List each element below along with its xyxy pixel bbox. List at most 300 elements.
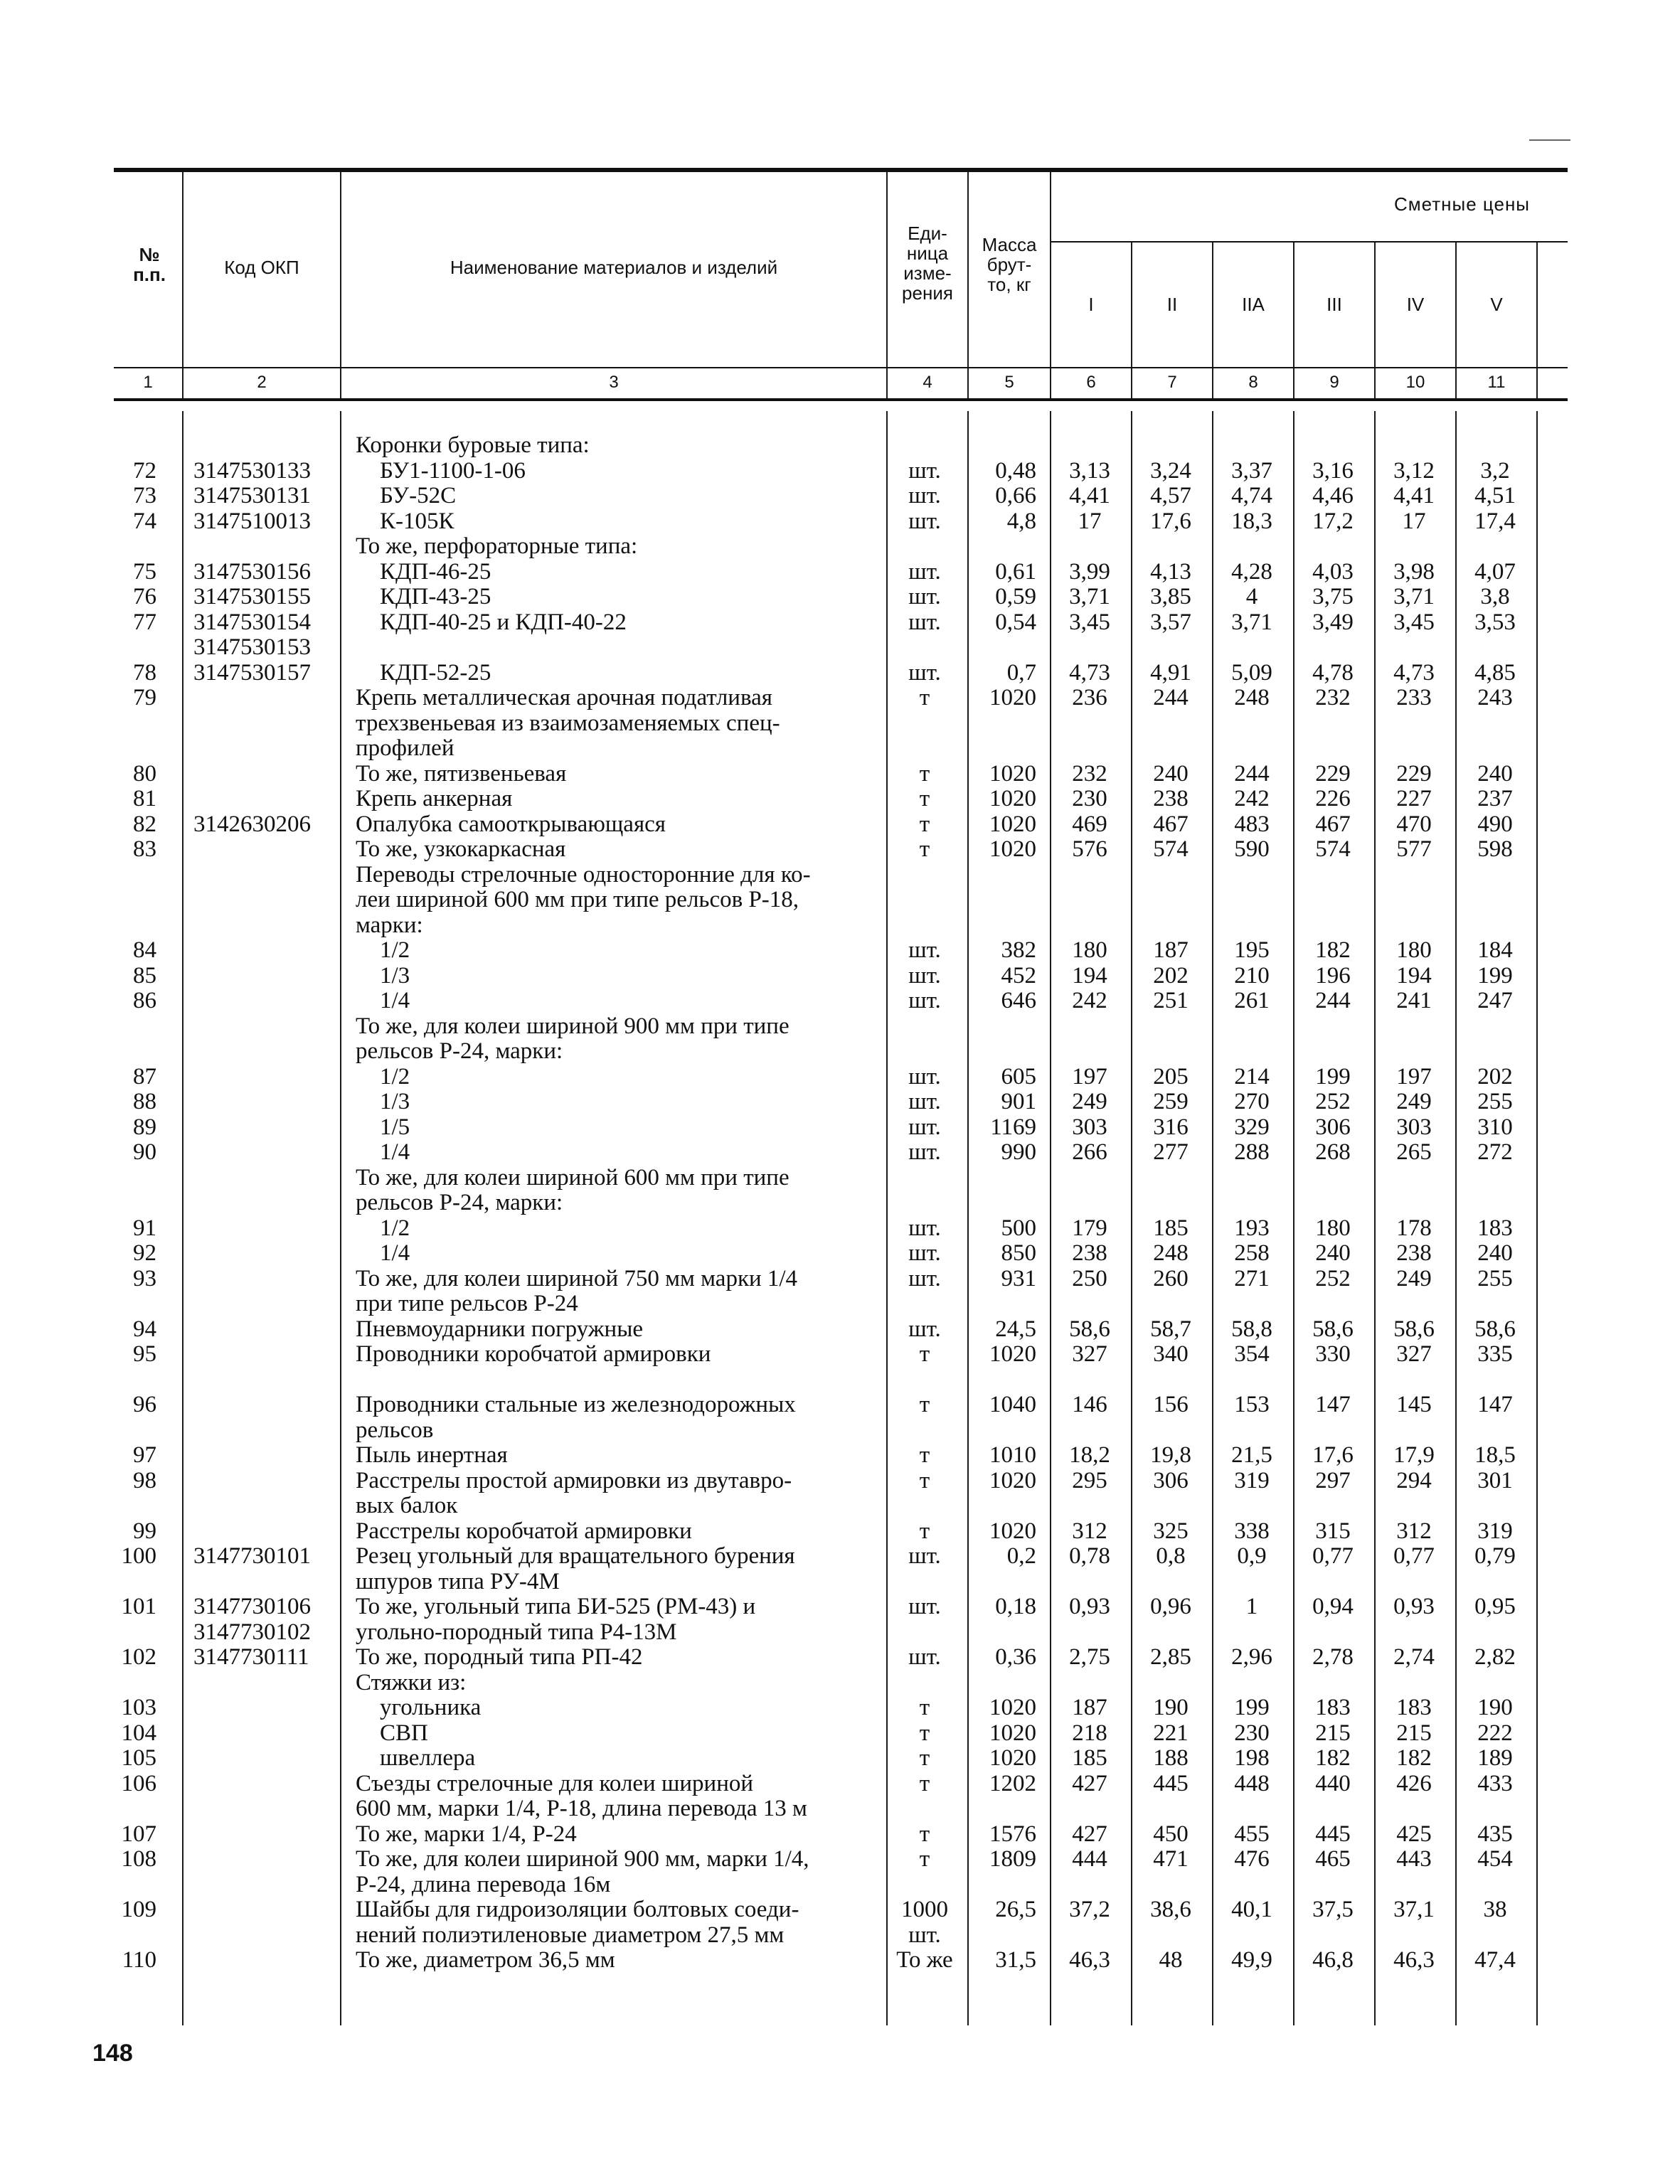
price-zone-1: 4,73 — [1069, 659, 1110, 686]
price-zone-2: 17,6 — [1150, 508, 1191, 534]
gross-mass: 1040 — [989, 1392, 1036, 1417]
item-name: Проводники коробчатой армировки — [356, 1341, 711, 1367]
item-name: рельсов — [356, 1417, 434, 1443]
row-number: 104 — [121, 1720, 156, 1746]
table-row — [0, 533, 1680, 559]
item-name: 1/3 — [380, 1089, 410, 1114]
price-zone-6: 255 — [1477, 1089, 1513, 1114]
price-zone-4: 0,94 — [1312, 1594, 1354, 1619]
price-zone-1: 17 — [1078, 508, 1102, 534]
item-name: КДП-46-25 — [380, 558, 491, 585]
price-zone-3: 58,8 — [1231, 1316, 1272, 1342]
row-number: 95 — [133, 1341, 156, 1367]
row-number: 73 — [133, 483, 156, 508]
price-zone-5: 2,74 — [1393, 1644, 1435, 1670]
price-zone-4: 306 — [1315, 1114, 1351, 1140]
header-number-rule — [114, 367, 1568, 368]
price-zone-1: 58,6 — [1069, 1316, 1110, 1342]
price-zone-2: 3,57 — [1150, 609, 1191, 635]
price-zone-2: 240 — [1153, 760, 1189, 787]
price-zone-5: 238 — [1396, 1240, 1432, 1266]
col-number: 2 — [257, 373, 267, 392]
price-zone-4: 229 — [1315, 760, 1351, 787]
price-zone-3: 18,3 — [1231, 508, 1272, 534]
item-name: То же, марки 1/4, Р-24 — [356, 1821, 577, 1847]
table-row — [0, 1392, 1680, 1417]
price-zone-2: 187 — [1153, 937, 1189, 963]
col-header-price-4: III — [1327, 294, 1342, 315]
okp-code: 3147730101 — [193, 1543, 311, 1569]
price-zone-2: 251 — [1153, 988, 1189, 1013]
table-row — [0, 1291, 1680, 1316]
price-zone-3: 195 — [1234, 937, 1270, 963]
item-name: КДП-52-25 — [380, 659, 491, 686]
unit-of-measure: шт. — [908, 1215, 941, 1241]
price-zone-4: 252 — [1315, 1089, 1351, 1114]
table-row — [0, 508, 1680, 534]
table-row — [0, 584, 1680, 609]
row-number: 99 — [133, 1518, 156, 1544]
col-number: 9 — [1329, 373, 1339, 392]
price-zone-2: 238 — [1153, 786, 1189, 811]
table-row — [0, 1720, 1680, 1746]
col-header-price-1: I — [1088, 294, 1094, 315]
price-zone-5: 58,6 — [1393, 1316, 1435, 1342]
price-zone-4: 180 — [1315, 1215, 1351, 1241]
price-zone-4: 232 — [1315, 685, 1351, 710]
price-zone-4: 3,16 — [1312, 457, 1354, 484]
unit-of-measure: т — [919, 1846, 930, 1872]
table-row — [0, 1013, 1680, 1039]
price-zone-1: 197 — [1072, 1063, 1107, 1090]
gross-mass: 0,7 — [1006, 659, 1036, 686]
price-zone-1: 576 — [1072, 836, 1107, 862]
gross-mass: 1020 — [989, 811, 1036, 837]
table-row — [0, 937, 1680, 963]
price-zone-1: 218 — [1072, 1720, 1107, 1746]
price-zone-2: 48 — [1159, 1947, 1183, 1973]
item-name: 600 мм, марки 1/4, Р-18, длина перевода 13 м — [356, 1796, 807, 1821]
price-zone-2: 325 — [1153, 1518, 1189, 1544]
gross-mass: 1020 — [989, 685, 1036, 710]
gross-mass: 24,5 — [995, 1316, 1036, 1342]
item-name: То же, пятизвеньевая — [356, 760, 567, 787]
price-zone-3: 198 — [1234, 1745, 1270, 1771]
unit-of-measure: т — [919, 1442, 930, 1468]
price-zone-2: 190 — [1153, 1695, 1189, 1720]
prices-rule — [1051, 241, 1568, 243]
price-zone-6: 147 — [1477, 1392, 1513, 1417]
col-header-name: Наименование материалов и изделий — [450, 257, 778, 278]
unit-of-measure: 1000 — [901, 1897, 948, 1922]
price-zone-6: 199 — [1477, 962, 1513, 989]
price-zone-6: 335 — [1477, 1341, 1513, 1367]
table-row — [0, 1745, 1680, 1771]
item-name: Проводники стальные из железнодорожных — [356, 1392, 796, 1417]
price-zone-3: 448 — [1234, 1770, 1270, 1796]
price-zone-5: 0,77 — [1393, 1543, 1435, 1569]
item-name: 1/4 — [380, 1139, 410, 1165]
price-zone-6: 240 — [1477, 760, 1513, 787]
item-name: Резец угольный для вращательного бурения — [356, 1543, 795, 1569]
table-row — [0, 1114, 1680, 1140]
col-number: 8 — [1248, 373, 1258, 392]
gross-mass: 0,18 — [995, 1594, 1036, 1619]
table-row — [0, 1240, 1680, 1266]
price-zone-1: 242 — [1072, 988, 1107, 1013]
price-zone-4: 4,46 — [1312, 483, 1354, 508]
price-zone-2: 4,13 — [1150, 558, 1191, 585]
price-zone-5: 182 — [1396, 1745, 1432, 1771]
row-number: 94 — [133, 1316, 156, 1342]
price-zone-2: 19,8 — [1150, 1442, 1191, 1468]
unit-of-measure: т — [919, 1341, 930, 1367]
unit-of-measure: То же — [896, 1947, 953, 1973]
price-zone-2: 248 — [1153, 1240, 1189, 1266]
price-zone-3: 476 — [1234, 1846, 1270, 1872]
price-zone-4: 0,77 — [1312, 1543, 1354, 1569]
row-number: 83 — [133, 836, 156, 862]
table-row — [0, 811, 1680, 837]
okp-code: 3147730106 — [193, 1594, 311, 1619]
table-row — [0, 609, 1680, 635]
item-name: То же, для колеи шириной 900 мм при типе — [356, 1013, 790, 1039]
row-number: 75 — [133, 558, 156, 585]
table-row — [0, 1796, 1680, 1821]
unit-of-measure: шт. — [908, 1089, 941, 1114]
table-row — [0, 963, 1680, 989]
price-zone-3: 4,28 — [1231, 558, 1272, 585]
price-zone-4: 4,03 — [1312, 558, 1354, 585]
table-row — [0, 1089, 1680, 1114]
row-number: 77 — [133, 609, 156, 635]
price-zone-4: 215 — [1315, 1720, 1351, 1746]
price-zone-5: 229 — [1396, 760, 1432, 787]
price-zone-5: 17 — [1402, 508, 1426, 534]
price-zone-2: 38,6 — [1150, 1897, 1191, 1922]
item-name: рельсов Р-24, марки: — [356, 1190, 563, 1215]
price-zone-5: 327 — [1396, 1341, 1432, 1367]
row-number: 88 — [133, 1089, 156, 1114]
item-name: Крепь анкерная — [356, 786, 513, 811]
price-zone-3: 258 — [1234, 1240, 1270, 1266]
price-zone-1: 266 — [1072, 1139, 1107, 1165]
table-row — [0, 1771, 1680, 1796]
col-number: 10 — [1405, 373, 1425, 392]
col-number: 6 — [1086, 373, 1096, 392]
unit-of-measure: т — [919, 811, 930, 837]
row-number: 93 — [133, 1265, 156, 1291]
price-zone-6: 4,07 — [1474, 558, 1516, 585]
okp-code: 3147530133 — [193, 457, 311, 484]
item-name: Съезды стрелочные для колеи шириной — [356, 1770, 754, 1796]
col-number: 4 — [923, 373, 932, 392]
row-number: 74 — [133, 508, 156, 534]
item-name: Стяжки из: — [356, 1669, 467, 1695]
price-zone-2: 445 — [1153, 1770, 1189, 1796]
item-name: Расстрелы простой армировки из двутавро- — [356, 1467, 792, 1493]
price-zone-4: 252 — [1315, 1265, 1351, 1291]
gross-mass: 0,48 — [995, 457, 1036, 484]
price-zone-5: 3,98 — [1393, 558, 1435, 585]
okp-code: 3147530154 — [193, 609, 311, 635]
price-zone-4: 46,8 — [1312, 1947, 1354, 1973]
price-zone-6: 189 — [1477, 1745, 1513, 1771]
price-zone-6: 240 — [1477, 1240, 1513, 1266]
table-row — [0, 1569, 1680, 1594]
price-zone-6: 184 — [1477, 937, 1513, 963]
item-name: То же, узкокаркасная — [356, 836, 566, 862]
table-row — [0, 735, 1680, 761]
price-zone-6: 0,79 — [1474, 1543, 1516, 1569]
gross-mass: 850 — [1001, 1240, 1036, 1266]
row-number: 89 — [133, 1114, 156, 1140]
item-name: вых балок — [356, 1493, 458, 1518]
col-header-price-3: IIА — [1242, 294, 1265, 315]
price-zone-3: 230 — [1234, 1720, 1270, 1746]
price-zone-5: 4,73 — [1393, 659, 1435, 686]
table-row — [0, 432, 1680, 458]
price-zone-1: 232 — [1072, 760, 1107, 787]
price-zone-1: 295 — [1072, 1467, 1107, 1493]
item-name: шпуров типа РУ-4М — [356, 1568, 560, 1594]
row-number: 84 — [133, 937, 156, 963]
price-zone-6: 58,6 — [1474, 1316, 1516, 1342]
row-number: 80 — [133, 760, 156, 787]
table-top-rule — [114, 168, 1568, 172]
header-divider — [1536, 242, 1538, 401]
page-number: 148 — [92, 2040, 133, 2067]
price-zone-2: 467 — [1153, 811, 1189, 837]
price-zone-3: 329 — [1234, 1114, 1270, 1140]
unit-of-measure: шт. — [908, 962, 941, 989]
price-zone-4: 315 — [1315, 1518, 1351, 1544]
col-header-num: № п.п. — [133, 244, 166, 285]
price-zone-4: 268 — [1315, 1139, 1351, 1165]
col-number: 7 — [1167, 373, 1177, 392]
table-row — [0, 1139, 1680, 1165]
price-zone-5: 0,93 — [1393, 1594, 1435, 1619]
gross-mass: 1010 — [989, 1442, 1036, 1468]
price-zone-5: 470 — [1396, 811, 1432, 837]
price-zone-6: 3,8 — [1480, 584, 1510, 609]
price-zone-6: 255 — [1477, 1265, 1513, 1291]
price-zone-5: 249 — [1396, 1089, 1432, 1114]
price-zone-4: 37,5 — [1312, 1897, 1354, 1922]
row-number: 98 — [133, 1467, 156, 1493]
gross-mass: 0,36 — [995, 1644, 1036, 1670]
row-number: 86 — [133, 988, 156, 1013]
item-name: леи шириной 600 мм при типе рельсов Р-18, — [356, 887, 799, 912]
price-zone-1: 469 — [1072, 811, 1107, 837]
price-zone-3: 2,96 — [1231, 1644, 1272, 1670]
price-zone-6: 17,4 — [1474, 508, 1516, 534]
okp-code: 3147510013 — [193, 508, 311, 534]
row-number: 105 — [121, 1745, 156, 1771]
price-zone-1: 238 — [1072, 1240, 1107, 1266]
price-zone-3: 455 — [1234, 1821, 1270, 1847]
table-row — [0, 483, 1680, 508]
price-zone-1: 444 — [1072, 1846, 1107, 1872]
table-row — [0, 1038, 1680, 1064]
unit-of-measure: т — [919, 1745, 930, 1771]
item-name: 1/4 — [380, 988, 410, 1013]
price-zone-3: 288 — [1234, 1139, 1270, 1165]
item-name: трехзвеньевая из взаимозаменяемых спец- — [356, 710, 780, 736]
price-zone-3: 21,5 — [1231, 1442, 1272, 1468]
price-zone-1: 194 — [1072, 962, 1107, 989]
price-zone-2: 4,57 — [1150, 483, 1191, 508]
row-number: 72 — [133, 457, 156, 484]
gross-mass: 1020 — [989, 1745, 1036, 1771]
price-zone-1: 3,71 — [1069, 584, 1110, 609]
price-zone-2: 156 — [1153, 1392, 1189, 1417]
table-row — [0, 1417, 1680, 1443]
price-zone-4: 297 — [1315, 1467, 1351, 1493]
gross-mass: 1020 — [989, 760, 1036, 787]
price-zone-1: 37,2 — [1069, 1897, 1110, 1922]
gross-mass: 901 — [1001, 1089, 1036, 1114]
price-zone-3: 5,09 — [1231, 659, 1272, 686]
okp-code: 3147530157 — [193, 659, 311, 686]
price-zone-4: 4,78 — [1312, 659, 1354, 686]
gross-mass: 500 — [1001, 1215, 1036, 1241]
price-zone-2: 259 — [1153, 1089, 1189, 1114]
gross-mass: 0,66 — [995, 483, 1036, 508]
price-zone-2: 3,24 — [1150, 457, 1191, 484]
table-row — [0, 1165, 1680, 1190]
price-zone-5: 577 — [1396, 836, 1432, 862]
item-name: Крепь металлическая арочная податливая — [356, 685, 772, 710]
price-zone-6: 0,95 — [1474, 1594, 1516, 1619]
price-zone-4: 445 — [1315, 1821, 1351, 1847]
price-zone-2: 202 — [1153, 962, 1189, 989]
price-zone-3: 319 — [1234, 1467, 1270, 1493]
price-zone-1: 3,45 — [1069, 609, 1110, 635]
price-zone-3: 3,37 — [1231, 457, 1272, 484]
item-name: марки: — [356, 912, 423, 938]
price-zone-1: 46,3 — [1069, 1947, 1110, 1973]
prices-title: Сметные цены — [1394, 193, 1530, 215]
price-zone-5: 17,9 — [1393, 1442, 1435, 1468]
price-zone-3: 483 — [1234, 811, 1270, 837]
price-zone-4: 17,6 — [1312, 1442, 1354, 1468]
gross-mass: 4,8 — [1006, 508, 1036, 534]
table-row — [0, 1644, 1680, 1670]
price-zone-6: 243 — [1477, 685, 1513, 710]
price-zone-5: 37,1 — [1393, 1897, 1435, 1922]
unit-of-measure: т — [919, 1392, 930, 1417]
item-name: БУ-52С — [380, 483, 457, 508]
unit-of-measure: шт. — [908, 1265, 941, 1291]
col-header-price-6: V — [1490, 294, 1503, 315]
price-zone-5: 4,41 — [1393, 483, 1435, 508]
col-header-mass: Масса брут- то, кг — [982, 234, 1037, 295]
okp-code: 3147530155 — [193, 584, 311, 609]
price-zone-3: 4 — [1245, 584, 1258, 609]
price-zone-1: 312 — [1072, 1518, 1107, 1544]
price-zone-3: 354 — [1234, 1341, 1270, 1367]
gross-mass: 1020 — [989, 1467, 1036, 1493]
table-row — [0, 1922, 1680, 1948]
table-row — [0, 1266, 1680, 1291]
gross-mass: 0,59 — [995, 584, 1036, 609]
unit-of-measure: т — [919, 685, 930, 710]
table-row — [0, 912, 1680, 938]
gross-mass: 0,2 — [1006, 1543, 1036, 1569]
unit-of-measure: шт. — [908, 1594, 941, 1619]
item-name: Опалубка самооткрывающаяся — [356, 811, 666, 837]
table-row — [0, 862, 1680, 888]
row-number: 100 — [121, 1543, 156, 1569]
price-zone-3: 199 — [1234, 1695, 1270, 1720]
price-zone-2: 316 — [1153, 1114, 1189, 1140]
price-zone-6: 202 — [1477, 1063, 1513, 1090]
price-zone-4: 240 — [1315, 1240, 1351, 1266]
item-name: угольно-породный типа Р4-13М — [356, 1619, 677, 1645]
unit-of-measure: т — [919, 1821, 930, 1847]
price-zone-4: 147 — [1315, 1392, 1351, 1417]
price-zone-1: 3,99 — [1069, 558, 1110, 585]
price-zone-3: 153 — [1234, 1392, 1270, 1417]
price-zone-1: 180 — [1072, 937, 1107, 963]
item-name: То же, диаметром 36,5 мм — [356, 1947, 615, 1973]
item-name: То же, породный типа РП-42 — [356, 1644, 643, 1670]
price-zone-1: 303 — [1072, 1114, 1107, 1140]
okp-code: 3147730102 — [193, 1619, 311, 1645]
price-zone-3: 4,74 — [1231, 483, 1272, 508]
price-zone-6: 272 — [1477, 1139, 1513, 1165]
price-zone-4: 330 — [1315, 1341, 1351, 1367]
row-number: 91 — [133, 1215, 156, 1241]
item-name: угольника — [380, 1695, 482, 1720]
unit-of-measure: шт. — [908, 1139, 941, 1165]
price-zone-2: 244 — [1153, 685, 1189, 710]
table-row — [0, 1670, 1680, 1695]
item-name: КДП-43-25 — [380, 584, 491, 609]
table-row — [0, 988, 1680, 1013]
price-zone-2: 205 — [1153, 1063, 1189, 1090]
table-row — [0, 761, 1680, 787]
table-row — [0, 1442, 1680, 1468]
price-zone-3: 244 — [1234, 760, 1270, 787]
table-row — [0, 1341, 1680, 1367]
table-row — [0, 887, 1680, 912]
unit-of-measure: шт. — [908, 584, 941, 609]
row-number: 90 — [133, 1139, 156, 1165]
price-zone-4: 465 — [1315, 1846, 1351, 1872]
price-zone-2: 221 — [1153, 1720, 1189, 1746]
unit-of-measure: шт. — [908, 1316, 941, 1342]
item-name: То же, угольный типа БИ-525 (РМ-43) и — [356, 1594, 756, 1619]
price-zone-5: 426 — [1396, 1770, 1432, 1796]
row-number: 78 — [133, 659, 156, 686]
table-row — [0, 1468, 1680, 1493]
price-zone-6: 454 — [1477, 1846, 1513, 1872]
price-zone-1: 4,41 — [1069, 483, 1110, 508]
price-zone-1: 2,75 — [1069, 1644, 1110, 1670]
gross-mass: 1576 — [989, 1821, 1036, 1847]
price-zone-6: 301 — [1477, 1467, 1513, 1493]
price-zone-1: 179 — [1072, 1215, 1107, 1241]
price-zone-3: 242 — [1234, 786, 1270, 811]
price-zone-5: 194 — [1396, 962, 1432, 989]
table-row — [0, 1493, 1680, 1518]
price-zone-5: 145 — [1396, 1392, 1432, 1417]
row-number: 82 — [133, 811, 156, 837]
price-zone-2: 185 — [1153, 1215, 1189, 1241]
item-name: 1/2 — [380, 1215, 410, 1241]
